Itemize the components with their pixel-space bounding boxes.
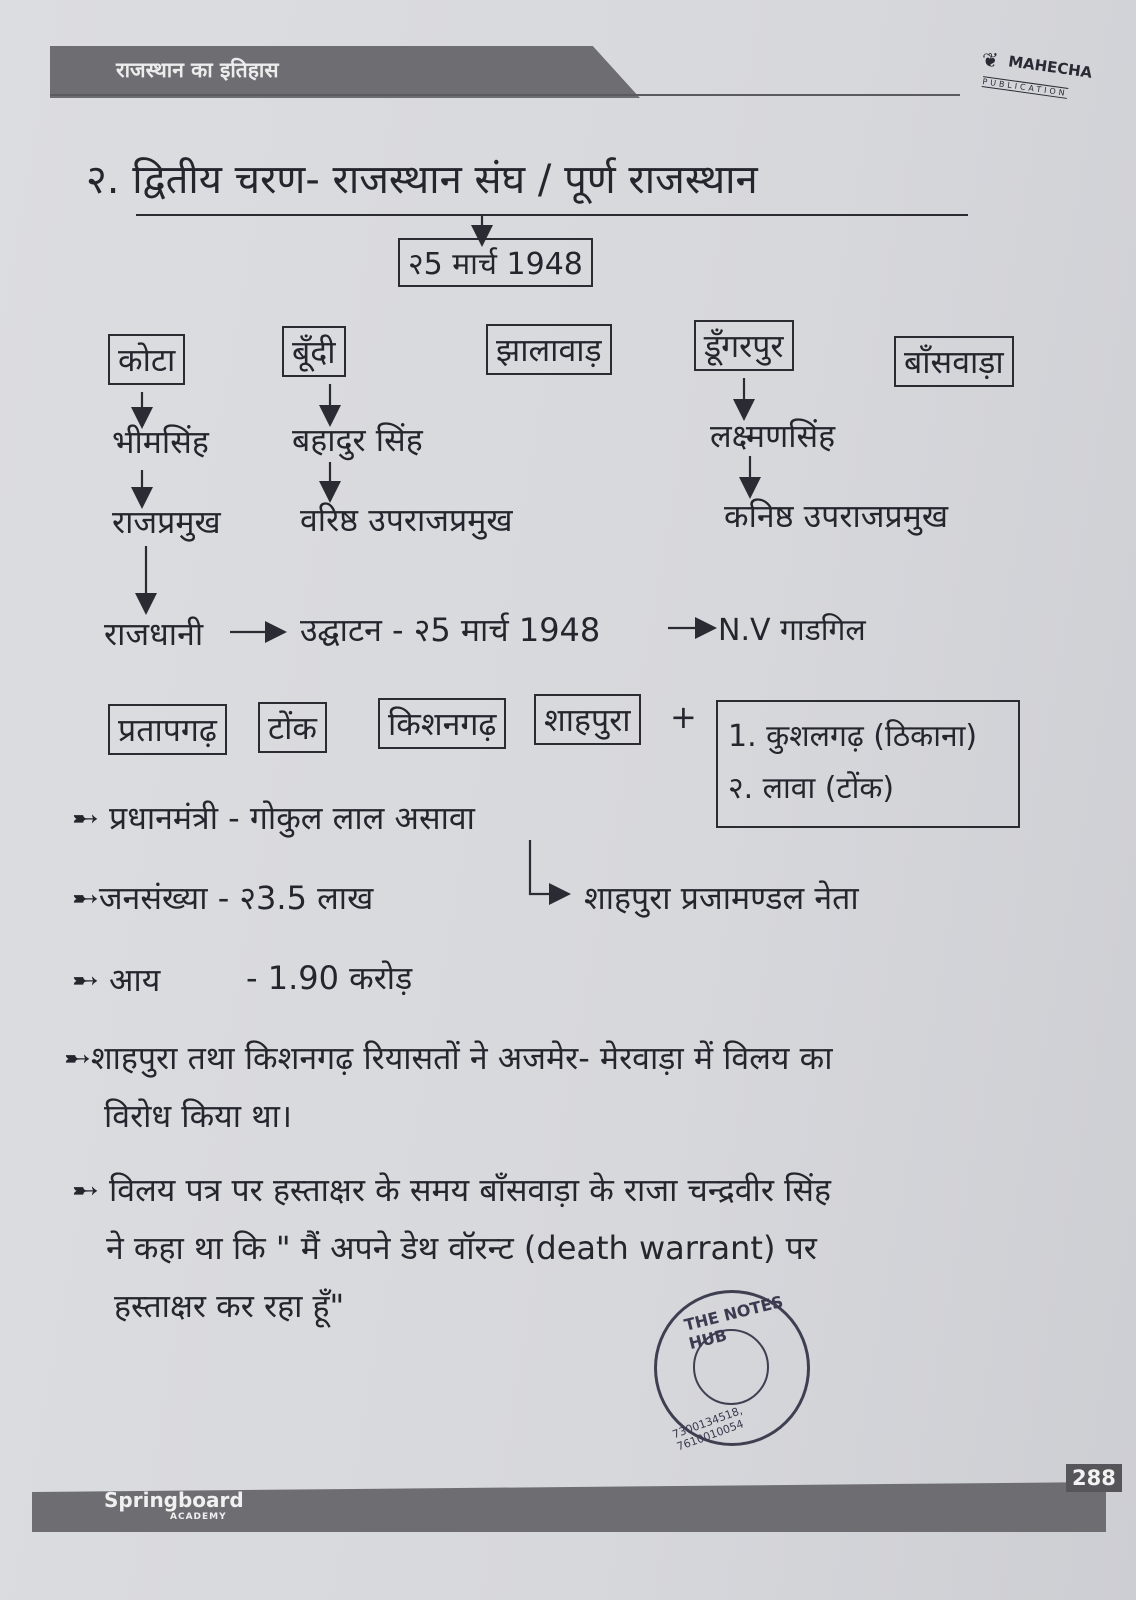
header-title: राजस्थान का इतिहास <box>116 58 279 82</box>
note-quote-line3: हस्ताक्षर कर रहा हूँ" <box>114 1287 345 1325</box>
thikana-box <box>716 700 1020 828</box>
stamp-phone: 7300134518, 7610010054 <box>670 1403 746 1454</box>
inaugurated-by: N.V गाडगिल <box>718 613 866 648</box>
state-jhalawar: झालावाड़ <box>486 324 612 375</box>
heading-underline <box>136 214 968 216</box>
fact-pm: ➸ प्रधानमंत्री - गोकुल लाल असावा <box>72 799 475 837</box>
note-quote-text1: विलय पत्र पर हस्ताक्षर के समय बाँसवाड़ा के राजा चन्द्रवीर सिंह <box>108 1171 831 1209</box>
footer-logo: Springboard <box>104 1488 244 1512</box>
state-pratapgarh: प्रतापगढ़ <box>108 704 227 755</box>
thikana-2: २. लावा (टोंक) <box>728 771 895 806</box>
note-merge-line1: ➸शाहपुरा तथा किशनगढ़ रियासतों ने अजमेर- मेरवाड़ा में विलय का <box>64 1039 833 1077</box>
book-icon: ❦ <box>982 48 999 72</box>
state-dungarpur: डूँगरपुर <box>694 320 794 371</box>
state-tonk: टोंक <box>258 702 327 753</box>
fact-income: ➸ आय <box>72 961 161 999</box>
note-merge-text1: शाहपुरा तथा किशनगढ़ रियासतों ने अजमेर- मेरवाड़ा में विलय का <box>90 1039 833 1077</box>
footer-logo-sub: ACADEMY <box>170 1512 227 1522</box>
fact-income-value: - 1.90 करोड़ <box>246 959 413 997</box>
publisher-sub: PUBLICATION <box>981 77 1069 98</box>
state-banswara: बाँसवाड़ा <box>894 336 1014 387</box>
note-quote-line1: ➸ विलय पत्र पर हस्ताक्षर के समय बाँसवाड़ा के राजा चन्द्रवीर सिंह <box>72 1171 831 1209</box>
role-dungarpur: कनिष्ठ उपराजप्रमुख <box>724 497 948 535</box>
state-shahpura: शाहपुरा <box>534 694 641 745</box>
ruler-bundi: बहादुर सिंह <box>292 421 423 459</box>
state-bundi: बूँदी <box>282 326 346 377</box>
capital-label: राजधानी <box>104 615 204 653</box>
note-merge-line2: विरोध किया था। <box>104 1097 293 1135</box>
header-rule <box>50 94 960 96</box>
publisher-logo <box>980 48 1094 118</box>
ruler-dungarpur: लक्ष्मणसिंह <box>710 417 836 455</box>
ruler-kota: भीमसिंह <box>112 423 209 461</box>
date-box: २5 मार्च 1948 <box>398 238 593 287</box>
notes-hub-stamp <box>654 1290 810 1454</box>
thikana-1: 1. कुशलगढ़ (ठिकाना) <box>728 719 978 754</box>
state-kishangarh: किशनगढ़ <box>378 698 506 749</box>
inauguration-text: उद्घाटन - २5 मार्च 1948 <box>300 611 601 649</box>
plus-sign: + <box>670 698 697 736</box>
role-bundi: वरिष्ठ उपराजप्रमुख <box>300 501 513 539</box>
page-number: 288 <box>1066 1464 1122 1492</box>
stamp-title: THE NOTES HUB <box>682 1291 785 1354</box>
section-heading: २. द्वितीय चरण- राजस्थान संघ / पूर्ण राजस्थान <box>86 157 758 203</box>
fact-pm-text: प्रधानमंत्री - गोकुल लाल असावा <box>108 799 475 837</box>
pm-note: शाहपुरा प्रजामण्डल नेता <box>584 879 859 917</box>
fact-income-label: आय <box>108 961 161 999</box>
state-kota: कोटा <box>108 334 185 385</box>
role-kota: राजप्रमुख <box>112 503 221 541</box>
fact-population: ➸जनसंख्या - २3.5 लाख <box>72 879 374 917</box>
fact-population-text: जनसंख्या - २3.5 लाख <box>98 879 374 917</box>
publisher-name: MAHECHA <box>1007 52 1094 82</box>
note-quote-line2: ने कहा था कि " मैं अपने डेथ वॉरन्ट (death warrant) पर <box>106 1229 817 1267</box>
